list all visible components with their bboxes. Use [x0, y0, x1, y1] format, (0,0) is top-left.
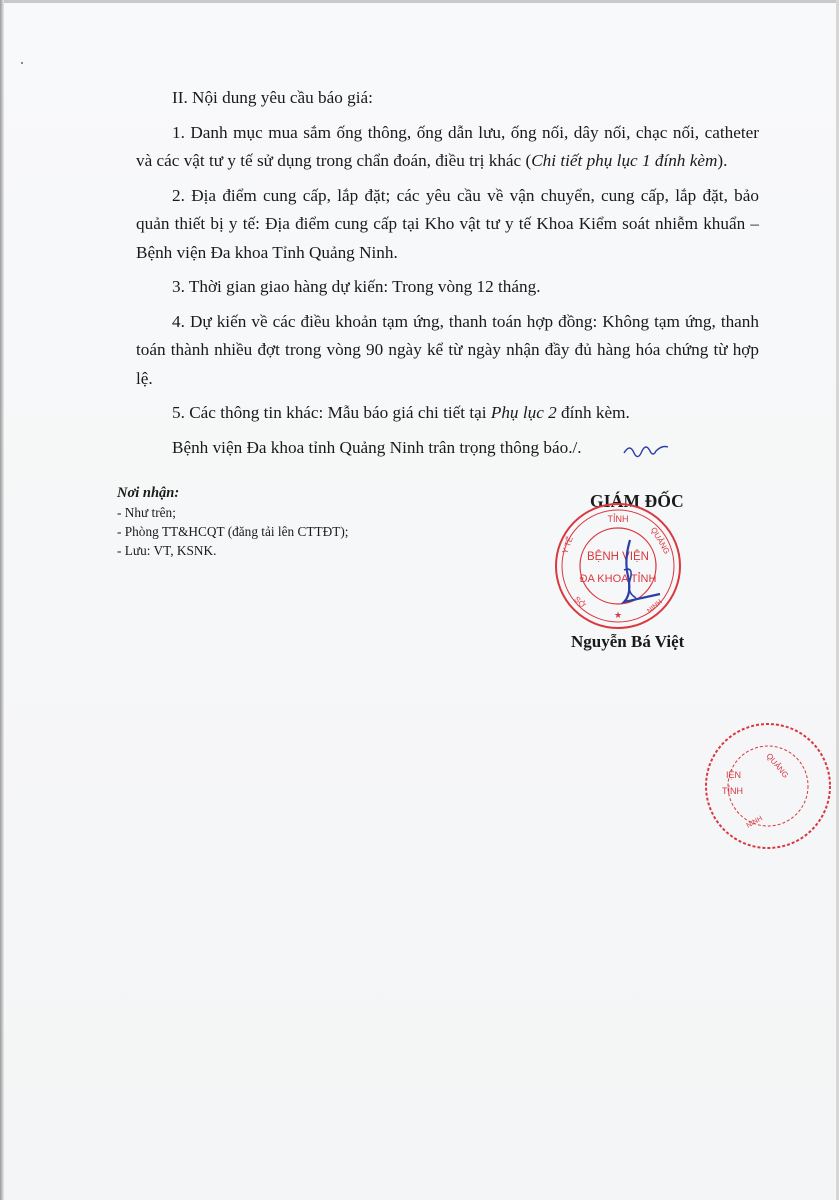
recipient-item: - Phòng TT&HCQT (đăng tải lên CTTĐT); — [117, 524, 349, 539]
item-4: 4. Dự kiến về các điều khoản tạm ứng, thanh toán hợp đồng: Không tạm ứng, thanh toán thành nhiều đợt trong vòng 90 ngày kể từ ngày nhận đầy đủ hàng hóa chứng từ hợp lệ. — [136, 311, 759, 388]
item-5-text: 5. Các thông tin khác: Mẫu báo giá chi tiết tại — [172, 403, 491, 422]
stamp-line-2: ĐA KHOA TỈNH — [579, 573, 657, 585]
item-1-italic: Chi tiết phụ lục 1 đính kèm — [531, 151, 718, 170]
seal-fragment-3: QUẢNG — [764, 751, 791, 780]
signature-stroke — [624, 540, 660, 602]
scan-edge-left — [0, 0, 4, 1200]
stamp-bottom-right: NINH — [646, 598, 664, 616]
stamp-right-text: QUẢNG — [648, 525, 672, 556]
stamp-top-text: TỈNH — [607, 514, 629, 524]
stamp-bottom-left: SỞ — [572, 594, 588, 610]
stamp-line-1: BỆNH VIỆN — [587, 551, 649, 563]
item-5 — [136, 399, 759, 428]
recipient-item: - Lưu: VT, KSNK. — [117, 543, 217, 558]
page-seal-stamp — [698, 716, 838, 856]
seal-fragment-1: IỆN — [726, 770, 742, 780]
document-body — [136, 84, 759, 462]
recipients-title: Nơi nhận: — [117, 485, 180, 501]
item-1 — [136, 119, 759, 176]
official-stamp — [552, 500, 684, 632]
item-2: 2. Địa điểm cung cấp, lắp đặt; các yêu cầu về vận chuyển, cung cấp, lắp đặt, bảo quản thiết bị y tế: Địa điểm cung cấp tại Kho vật tư y tế Khoa Kiểm soát nhiễm khuẩn – Bệnh viện Đa khoa Tỉnh Quảng Ninh. — [136, 185, 759, 262]
recipients-list — [117, 503, 437, 560]
item-1-end: ). — [717, 151, 728, 170]
item-1-text: 1. Danh mục mua sắm ống thông, ống dẫn lưu, ống nối, dây nối, chạc nối, catheter và các vật tư y tế sử dụng trong chẩn đoán, điều trị khác ( — [136, 122, 759, 170]
recipients-block — [117, 484, 437, 560]
signer-name: Nguyễn Bá Việt — [571, 632, 685, 651]
stamp-left-text: Y TẾ — [560, 535, 575, 555]
signature-title: GIÁM ĐỐC — [590, 491, 684, 511]
recipient-item: - Như trên; — [117, 505, 176, 520]
item-3: 3. Thời gian giao hàng dự kiến: Trong vòng 12 tháng. — [172, 277, 541, 296]
seal-fragment-2: TỈNH — [722, 786, 743, 796]
scan-edge-top — [0, 0, 839, 3]
closing-line: Bệnh viện Đa khoa tỉnh Quảng Ninh trân trọng thông báo./. — [172, 437, 582, 457]
seal-fragment-4: NINH — [745, 815, 764, 830]
initials-mark — [594, 435, 694, 465]
item-5-italic: Phụ lục 2 — [490, 403, 557, 422]
stamp-star: ★ — [613, 610, 623, 620]
scan-dot — [21, 62, 23, 64]
item-5-end: đính kèm. — [556, 403, 630, 422]
section-title: II. Nội dung yêu cầu báo giá: — [172, 88, 373, 107]
